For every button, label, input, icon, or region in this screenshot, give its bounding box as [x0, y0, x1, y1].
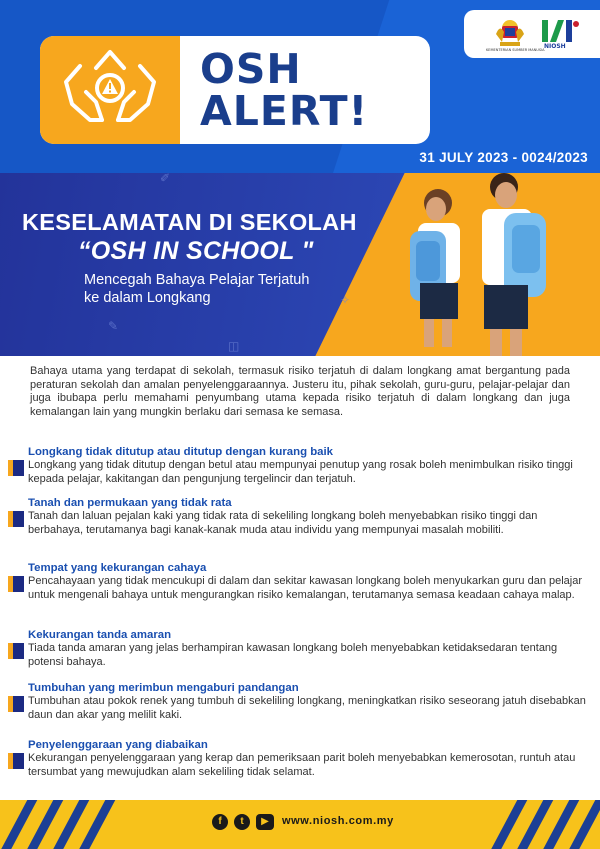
twitter-icon[interactable]: t: [234, 814, 250, 830]
section-body: Longkang yang tidak ditutup dengan betul atau mempunyai penutup yang rosak boleh menimbulkan risiko tinggi kepada pelajar, kakitangan dan pengunjung tergelincir dan terjatuh.: [28, 459, 573, 485]
bullet-square-icon: [8, 753, 24, 769]
logos-panel: [464, 10, 600, 58]
section-title: Tanah dan permukaan yang tidak rata: [28, 497, 232, 509]
bullet-square-icon: [8, 460, 24, 476]
facebook-icon[interactable]: f: [212, 814, 228, 830]
banner-title: KESELAMATAN DI SEKOLAH: [22, 209, 357, 235]
section-title: Kekurangan tanda amaran: [28, 629, 172, 641]
hero-banner: [0, 173, 600, 356]
section-title: Longkang tidak ditutup atau ditutup dengan kurang baik: [28, 446, 334, 458]
star-doodle-icon: ✧: [340, 293, 351, 307]
header: [0, 0, 600, 173]
book-doodle-icon: ◫: [228, 339, 240, 353]
warning-hands-icon: [56, 46, 164, 134]
niosh-logo-text: NIOSH: [544, 43, 566, 50]
banner-subtitle: “OSH IN SCHOOL ": [78, 237, 314, 265]
osh-alert-title-line2: ALERT!: [200, 87, 369, 135]
section-body: Tiada tanda amaran yang jelas berhampiran kawasan longkang boleh menyebabkan ketidaksedaran tentang potensi bahaya.: [28, 642, 558, 668]
bullet-square-icon: [8, 643, 24, 659]
bullet-square-icon: [8, 576, 24, 592]
crest-logo-icon: [492, 14, 528, 50]
section-body: Tumbuhan atau pokok renek yang tumbuh di sekeliling longkang, meningkatkan risiko seseorang jatuh disebabkan daun dan akar yang melilit kaki.: [28, 695, 586, 721]
section-body: Tanah dan laluan pejalan kaki yang tidak rata di sekeliling longkang boleh menyebabkan risiko tinggi dan berbahaya, terutamanya bagi kanak-kanak muda atau individu yang mempunyai masalah mobiliti.: [28, 510, 538, 536]
osh-alert-card: [40, 36, 430, 144]
ruler-doodle-icon: ✐: [160, 173, 171, 185]
bullet-square-icon: [8, 696, 24, 712]
banner-description: Mencegah Bahaya Pelajar Terjatuh ke dalam Longkang: [84, 272, 310, 306]
social-links: [212, 814, 274, 830]
alert-date: 31 JULY 2023 - 0024/2023: [419, 150, 588, 165]
osh-alert-title: [200, 45, 369, 135]
section-body: Pencahayaan yang tidak mencukupi di dalam dan sekitar kawasan longkang boleh menyukarkan guru dan pelajar untuk mengenali bahaya untuk mengurangkan risiko kemalangan, terutamanya semasa keadaan cahaya malap.: [28, 575, 583, 601]
section-title: Tumbuhan yang merimbun mengaburi pandangan: [28, 682, 299, 694]
osh-alert-title-line1: OSH: [200, 45, 302, 93]
bullet-square-icon: [8, 511, 24, 527]
intro-paragraph: Bahaya utama yang terdapat di sekolah, termasuk risiko terjatuh di dalam longkang amat bergantung pada peraturan sekolah dan amalan penyelenggaraannya. Justeru itu, pihak sekolah, guru-guru, pelajar-pelajar dan juga ibubapa perlu memahami penyumbang utama kepada risiko terjatuh di dalam longkang dan juga kemalangan lain yang mungkin berlaku dari semasa ke semasa.: [30, 365, 570, 419]
niosh-logo-icon: [540, 16, 584, 50]
section-title: Penyelenggaraan yang diabaikan: [28, 739, 208, 751]
section-title: Tempat yang kekurangan cahaya: [28, 562, 207, 574]
footer: [0, 800, 600, 849]
youtube-icon[interactable]: ▶: [256, 814, 274, 830]
schoolkids-illustration-icon: [400, 173, 600, 356]
section-body: Kekurangan penyelenggaraan yang kerap dan pemeriksaan parit boleh menyebabkan kemerosotan, runtuh atau tersumbat yang mewujudkan alam sekeliling tidak selamat.: [28, 752, 576, 778]
logo-caption: KEMENTERIAN SUMBER MANUSIA: [486, 48, 545, 52]
pencil-doodle-icon: ✎: [108, 319, 119, 333]
website-link[interactable]: www.niosh.com.my: [282, 815, 394, 827]
